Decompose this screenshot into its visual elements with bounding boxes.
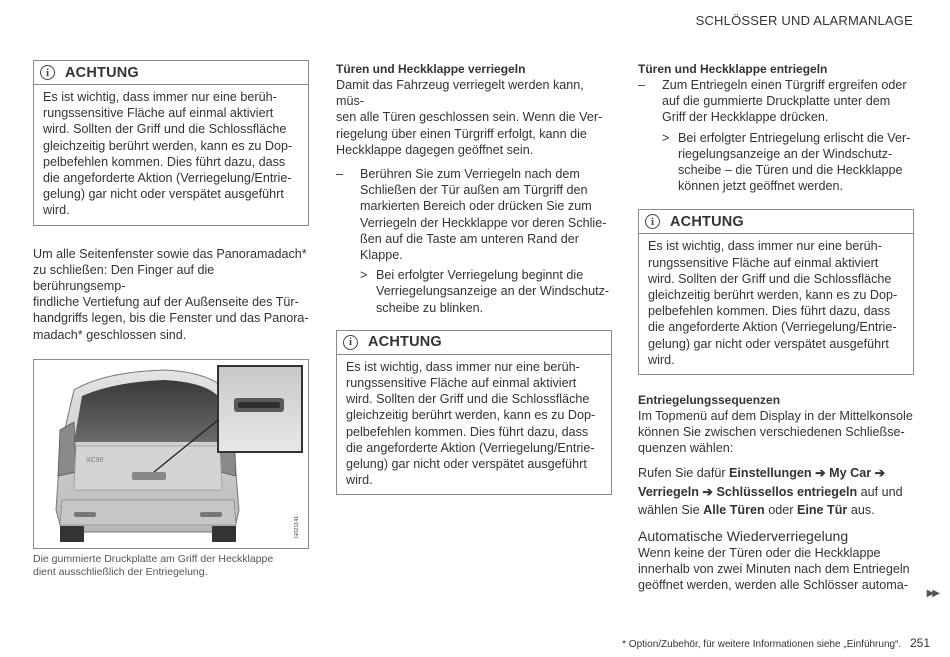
text-line: pelbefehlen kommen. Dies führt dazu, dass [43, 154, 286, 169]
text-line: Verriegelungsanzeige an der Windschutz- [376, 284, 610, 299]
text-line: rungssensitive Fläche auf einmal aktiviert [648, 255, 879, 270]
warning-title: ACHTUNG [670, 213, 744, 230]
text-line: pelbefehlen kommen. Dies führt dazu, dass [648, 304, 891, 319]
text-line: wird. Sollten der Griff und die Schlossfläche [346, 392, 590, 407]
warning-box [336, 330, 612, 496]
option-all-doors: Alle Türen [703, 502, 765, 517]
text-line: rungssensitive Fläche auf einmal aktiviert [346, 376, 577, 391]
arrow-right-icon: ➔ [811, 465, 830, 480]
menu-item-my-car: My Car [829, 465, 872, 480]
text-line: Berühren Sie zum Verriegeln nach dem [360, 167, 580, 182]
menu-item-keyless-unlock: Schlüssellos entriegeln [716, 484, 858, 499]
text-line: wird. [43, 203, 70, 218]
result-marker: > [662, 130, 670, 145]
text-line: dient ausschließlich der Entriegelung. [33, 566, 208, 579]
dash-marker: – [336, 167, 344, 182]
text-line: geöffnet werden, werden alle Schlösser automa- [638, 578, 908, 593]
column-left [33, 60, 309, 580]
text-line: gelung) gar nicht oder verspätet ausgeführt [648, 336, 889, 351]
warning-box [33, 60, 309, 226]
text-line: findliche Vertiefung auf der Außenseite des Tür- [33, 295, 299, 310]
text-line: ßen auf die Taste am unteren Rand der [360, 231, 579, 246]
figure-caption [33, 553, 309, 580]
info-icon: i [343, 335, 358, 350]
text-line: gleichzeitig berührt werden, kann es zu Dop- [648, 288, 898, 303]
unlock-result [638, 130, 914, 195]
text-line: auf die gummierte Druckplatte unter dem [662, 94, 891, 109]
text-line: scheibe – die Türen und die Heckklappe [678, 163, 903, 178]
text-run: oder [768, 502, 794, 517]
text-line: Wenn keine der Türen oder die Heckklappe [638, 545, 881, 560]
text-line: gleichzeitig berührt werden, kann es zu Dop- [346, 408, 596, 423]
text-line: Es ist wichtig, dass immer nur eine berüh- [43, 90, 277, 104]
text-line: zu schließen: Den Finger auf die berührungsemp- [33, 262, 215, 294]
lock-heading: Türen und Heckklappe verriegeln [336, 62, 526, 76]
text-line: rungssensitive Fläche auf einmal aktiviert [43, 106, 274, 121]
warning-header [34, 61, 308, 85]
text-line: wird. Sollten der Griff und die Schlossfläche [648, 271, 892, 286]
text-line: wird. [346, 473, 373, 488]
result-marker: > [360, 268, 368, 283]
text-run: auf und [860, 484, 903, 499]
lock-result [336, 267, 612, 316]
text-run: Rufen Sie dafür [638, 465, 726, 480]
figure-code: G021141 [294, 515, 300, 538]
unlock-heading: Türen und Heckklappe entriegeln [638, 62, 828, 76]
window-close-paragraph [33, 246, 309, 343]
text-line: wird. Sollten der Griff und die Schlossfläche [43, 122, 287, 137]
text-line: quenzen wählen: [638, 441, 734, 456]
text-line: Klappe. [360, 248, 403, 263]
text-line: scheibe zu blinken. [376, 300, 484, 315]
continue-arrows-icon: ▶▶ [926, 588, 938, 599]
warning-box [638, 209, 914, 375]
text-line: pelbefehlen kommen. Dies führt dazu, dass [346, 424, 589, 439]
text-line: riegelungsanzeige an der Windschutz- [678, 146, 893, 161]
text-line: Damit das Fahrzeug verriegelt werden kann, müs- [336, 78, 584, 109]
info-icon: i [645, 214, 660, 229]
text-line: können Sie zwischen verschiedenen Schließse- [638, 425, 905, 440]
text-line: wird. [648, 352, 675, 367]
section-header: SCHLÖSSER UND ALARMANLAGE [695, 13, 913, 28]
text-line: gleichzeitig berührt werden, kann es zu Dop- [43, 138, 293, 153]
text-line: Schließen der Tür außen am Türgriff den [360, 183, 588, 198]
text-line: Bei erfolgter Verriegelung beginnt die [376, 268, 584, 283]
car-rear-image [34, 360, 308, 548]
svg-text:XC90: XC90 [86, 456, 104, 464]
tailgate-illustration [33, 359, 309, 549]
text-line: die angeforderte Aktion (Verriegelung/Entrie- [346, 440, 595, 455]
text-run: wählen Sie [638, 502, 700, 517]
sequence-text [638, 408, 914, 457]
lock-step [336, 166, 612, 263]
warning-title: ACHTUNG [368, 334, 442, 351]
text-line: sen alle Türen geschlossen sein. Wenn die Ver- [336, 110, 603, 125]
auto-relock-heading: Automatische Wiederverriegelung [638, 527, 849, 544]
sequence-heading: Entriegelungssequenzen [638, 393, 781, 408]
menu-item-lock: Verriegeln [638, 484, 699, 499]
auto-relock-text [638, 545, 914, 594]
arrow-right-icon: ➔ [871, 465, 886, 480]
text-line: die angeforderte Aktion (Verriegelung/Entrie- [43, 171, 292, 186]
menu-item-settings: Einstellungen [729, 465, 812, 480]
text-line: markierten Bereich oder drücken Sie zum [360, 199, 592, 214]
option-one-door: Eine Tür [796, 502, 848, 517]
page-number: 251 [909, 636, 930, 650]
warning-title: ACHTUNG [65, 64, 139, 81]
text-line: Verriegeln der Heckklappe vor deren Schlie- [360, 215, 607, 230]
text-line: handgriffs legen, bis die Fenster und das Panora- [33, 311, 309, 326]
text-line: die angeforderte Aktion (Verriegelung/Entrie- [648, 320, 897, 335]
text-line: können jetzt geöffnet werden. [678, 179, 844, 194]
text-line: gelung) gar nicht oder verspätet ausgeführt [346, 457, 587, 472]
text-line: riegelung über einen Türgriff erfolgt, kann die [336, 126, 587, 141]
text-line: Heckklappe dagegen geöffnet sein. [336, 142, 534, 157]
text-line: Es ist wichtig, dass immer nur eine berüh- [648, 239, 882, 254]
footnote: * Option/Zubehör, für weitere Informationen siehe „Einführung“. [622, 639, 902, 650]
warning-header [639, 210, 913, 234]
arrow-right-icon: ➔ [698, 484, 717, 499]
warning-text [34, 85, 308, 225]
unlock-step [638, 77, 914, 126]
text-line: gelung) gar nicht oder verspätet ausgeführt [43, 187, 284, 202]
column-right [638, 60, 914, 593]
lock-intro [336, 77, 612, 158]
text-line: Es ist wichtig, dass immer nur eine berüh- [346, 359, 580, 374]
warning-text [639, 234, 913, 374]
text-line: Um alle Seitenfenster sowie das Panoramadach* [33, 246, 307, 261]
text-line: Die gummierte Druckplatte am Griff der Heckklappe [33, 552, 274, 565]
page-footer [622, 636, 930, 650]
warning-header [337, 331, 611, 355]
text-run: aus. [850, 502, 875, 517]
info-icon: i [40, 65, 55, 80]
text-line: innerhalb von zwei Minuten nach dem Entriegeln [638, 561, 910, 576]
text-line: Im Topmenü auf dem Display in der Mittelkonsole [638, 409, 913, 424]
text-line: Zum Entriegeln einen Türgriff ergreifen oder [662, 78, 907, 92]
menu-path-text [638, 464, 914, 518]
warning-text [337, 355, 611, 495]
text-line: Griff der Heckklappe drücken. [662, 110, 829, 125]
dash-marker: – [638, 78, 646, 92]
text-line: Bei erfolgter Entriegelung erlischt die Ver- [678, 130, 911, 145]
text-line: madach* geschlossen sind. [33, 327, 187, 342]
column-middle [336, 60, 612, 515]
